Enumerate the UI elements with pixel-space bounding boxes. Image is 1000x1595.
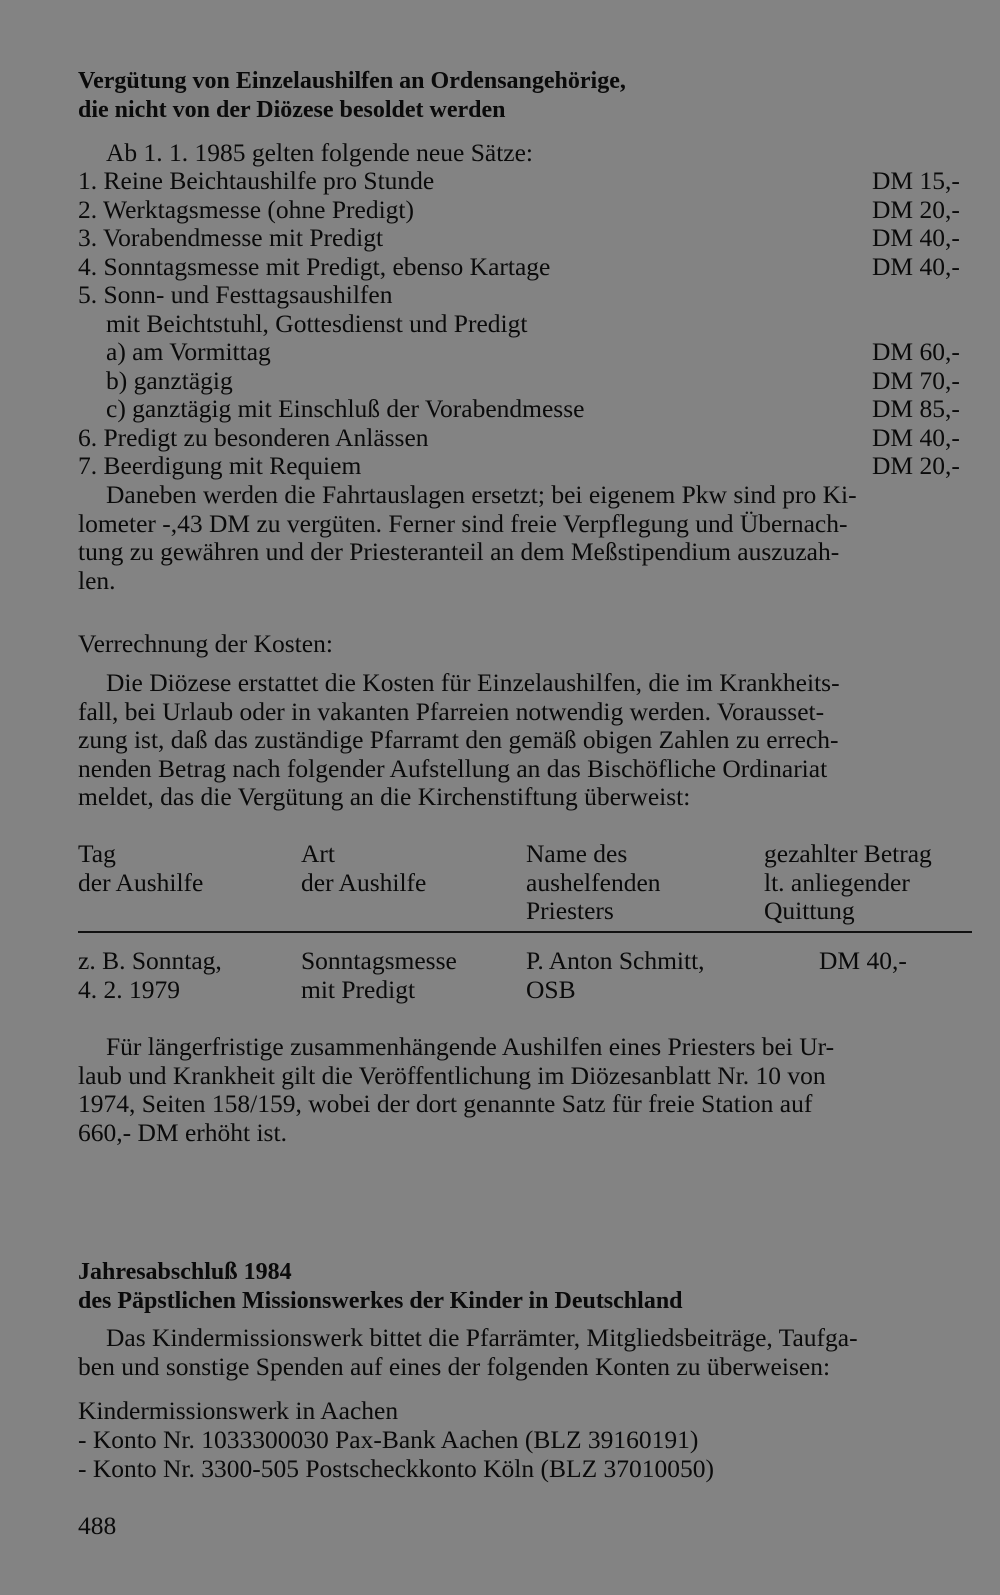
paragraph-line: Die Diözese erstattet die Kosten für Einzelaushilfen, die im Krankheits- bbox=[106, 668, 840, 697]
table-rule bbox=[78, 931, 972, 933]
rate-row bbox=[0, 167, 1000, 196]
header-line: Art bbox=[301, 839, 335, 868]
rate-row bbox=[0, 196, 1000, 225]
paragraph-line: fall, bei Urlaub oder in vakanten Pfarreien notwendig werden. Vorausset- bbox=[78, 696, 825, 726]
paragraph-line: 1974, Seiten 158/159, wobei der dort genannte Satz für freie Station auf bbox=[78, 1089, 813, 1118]
heading-line: Vergütung von Einzelaushilfen an Ordensangehörige, bbox=[78, 68, 626, 94]
header-line: Quittung bbox=[764, 896, 855, 925]
billing-table bbox=[0, 840, 1000, 1005]
rate-label: 7. Beerdigung mit Requiem bbox=[78, 451, 362, 480]
rate-label: a) am Vormittag bbox=[106, 337, 271, 366]
cell-line: 4. 2. 1979 bbox=[78, 974, 180, 1004]
rate-label: 3. Vorabendmesse mit Predigt bbox=[78, 223, 384, 252]
cell-line: P. Anton Schmitt, bbox=[526, 946, 705, 975]
rate-row bbox=[0, 452, 1000, 481]
rate-label: 4. Sonntagsmesse mit Predigt, ebenso Kartage bbox=[78, 251, 551, 281]
header-line: der Aushilfe bbox=[301, 867, 427, 897]
cell-line: mit Predigt bbox=[301, 974, 416, 1004]
travel-expenses-note bbox=[78, 481, 972, 595]
rate-amount: DM 40,- bbox=[872, 223, 960, 252]
section-heading-jahresabschluss bbox=[78, 1258, 978, 1315]
paragraph-line: laub und Krankheit gilt die Veröffentlichung im Diözesanblatt Nr. 10 von bbox=[78, 1060, 826, 1090]
paragraph-line: ben und sonstige Spenden auf eines der folgenden Konten zu überweisen: bbox=[78, 1351, 831, 1381]
rate-label: b) ganztägig bbox=[106, 365, 233, 395]
rate-row bbox=[0, 253, 1000, 282]
account-item: - Konto Nr. 1033300030 Pax-Bank Aachen (BLZ 39160191) bbox=[78, 1425, 699, 1454]
rate-label: mit Beichtstuhl, Gottesdienst und Predigt bbox=[106, 308, 528, 338]
header-line: Tag bbox=[78, 839, 116, 868]
paragraph-line: zung ist, daß das zuständige Pfarramt den gemäß obigen Zahlen zu errech- bbox=[78, 725, 839, 754]
cell-line: z. B. Sonntag, bbox=[78, 946, 222, 975]
rate-amount: DM 40,- bbox=[872, 422, 960, 452]
note-line: len. bbox=[78, 565, 116, 595]
header-betrag bbox=[764, 840, 932, 926]
rate-amount: DM 70,- bbox=[872, 365, 960, 395]
account-list bbox=[78, 1426, 972, 1483]
cell-line: Sonntagsmesse bbox=[301, 946, 457, 975]
rate-amount: DM 85,- bbox=[872, 394, 960, 423]
paragraph-line: Das Kindermissionswerk bittet die Pfarrämter, Mitgliedsbeiträge, Taufga- bbox=[106, 1323, 858, 1352]
rate-label: 5. Sonn- und Festtagsaushilfen bbox=[78, 280, 393, 309]
donation-paragraph bbox=[78, 1324, 972, 1381]
note-line: Daneben werden die Fahrtauslagen ersetzt; bei eigenem Pkw sind pro Ki- bbox=[106, 480, 857, 509]
header-line: aushelfenden bbox=[526, 867, 661, 897]
header-line: gezahlter Betrag bbox=[764, 839, 932, 868]
cell-name bbox=[526, 947, 705, 1004]
table-header bbox=[0, 840, 1000, 930]
rate-row bbox=[0, 281, 1000, 310]
section-heading-verguetung bbox=[78, 67, 978, 124]
rate-amount: DM 20,- bbox=[872, 451, 960, 480]
cell-betrag bbox=[819, 947, 907, 976]
rate-row bbox=[0, 224, 1000, 253]
header-line: Name des bbox=[526, 839, 628, 868]
account-holder: Kindermissionswerk in Aachen bbox=[78, 1396, 399, 1425]
heading-line: die nicht von der Diözese besoldet werden bbox=[78, 96, 506, 123]
rate-label: 2. Werktagsmesse (ohne Predigt) bbox=[78, 194, 414, 224]
note-line: lometer -,43 DM zu vergüten. Ferner sind freie Verpflegung und Übernach- bbox=[78, 508, 848, 538]
rate-row bbox=[0, 395, 1000, 424]
header-art bbox=[301, 840, 426, 897]
page-number: 488 bbox=[78, 1511, 117, 1540]
header-line: Priesters bbox=[526, 896, 614, 925]
heading-line: des Päpstlichen Missionswerkes der Kinder in Deutschland bbox=[78, 1287, 683, 1314]
header-line: der Aushilfe bbox=[78, 867, 204, 897]
paragraph-line: nenden Betrag nach folgender Aufstellung an das Bischöfliche Ordinariat bbox=[78, 753, 828, 783]
header-tag bbox=[78, 840, 203, 897]
rates-list bbox=[0, 167, 1000, 481]
rate-row bbox=[0, 338, 1000, 367]
rate-label: 6. Predigt zu besonderen Anlässen bbox=[78, 422, 429, 452]
rates-intro: Ab 1. 1. 1985 gelten folgende neue Sätze: bbox=[106, 138, 534, 167]
table-row bbox=[0, 947, 1000, 1005]
rate-amount: DM 20,- bbox=[872, 194, 960, 224]
rate-row bbox=[0, 424, 1000, 453]
cell-line: DM 40,- bbox=[819, 946, 907, 975]
cell-tag bbox=[78, 947, 222, 1004]
heading-line: Jahresabschluß 1984 bbox=[78, 1259, 292, 1285]
cell-art bbox=[301, 947, 457, 1004]
section-heading-verrechnung: Verrechnung der Kosten: bbox=[78, 629, 333, 658]
rate-label: 1. Reine Beichtaushilfe pro Stunde bbox=[78, 166, 435, 195]
cell-line: OSB bbox=[526, 974, 576, 1004]
rate-amount: DM 15,- bbox=[872, 166, 960, 195]
account-item: - Konto Nr. 3300-505 Postscheckkonto Köln (BLZ 37010050) bbox=[78, 1453, 715, 1483]
paragraph-line: Für längerfristige zusammenhängende Aushilfen eines Priesters bei Ur- bbox=[106, 1032, 835, 1061]
rate-row bbox=[0, 367, 1000, 396]
rate-amount: DM 60,- bbox=[872, 337, 960, 366]
rate-amount: DM 40,- bbox=[872, 251, 960, 281]
rate-label: c) ganztägig mit Einschluß der Vorabendmesse bbox=[106, 394, 585, 423]
header-name bbox=[526, 840, 661, 926]
note-line: tung zu gewähren und der Priesteranteil an dem Meßstipendium auszuzah- bbox=[78, 537, 840, 566]
header-line: lt. anliegender bbox=[764, 867, 910, 897]
reimbursement-paragraph bbox=[78, 669, 972, 812]
rate-row bbox=[0, 310, 1000, 339]
paragraph-line: 660,- DM erhöht ist. bbox=[78, 1117, 287, 1147]
long-term-aid-paragraph bbox=[78, 1033, 972, 1147]
paragraph-line: meldet, das die Vergütung an die Kirchenstiftung überweist: bbox=[78, 782, 691, 811]
